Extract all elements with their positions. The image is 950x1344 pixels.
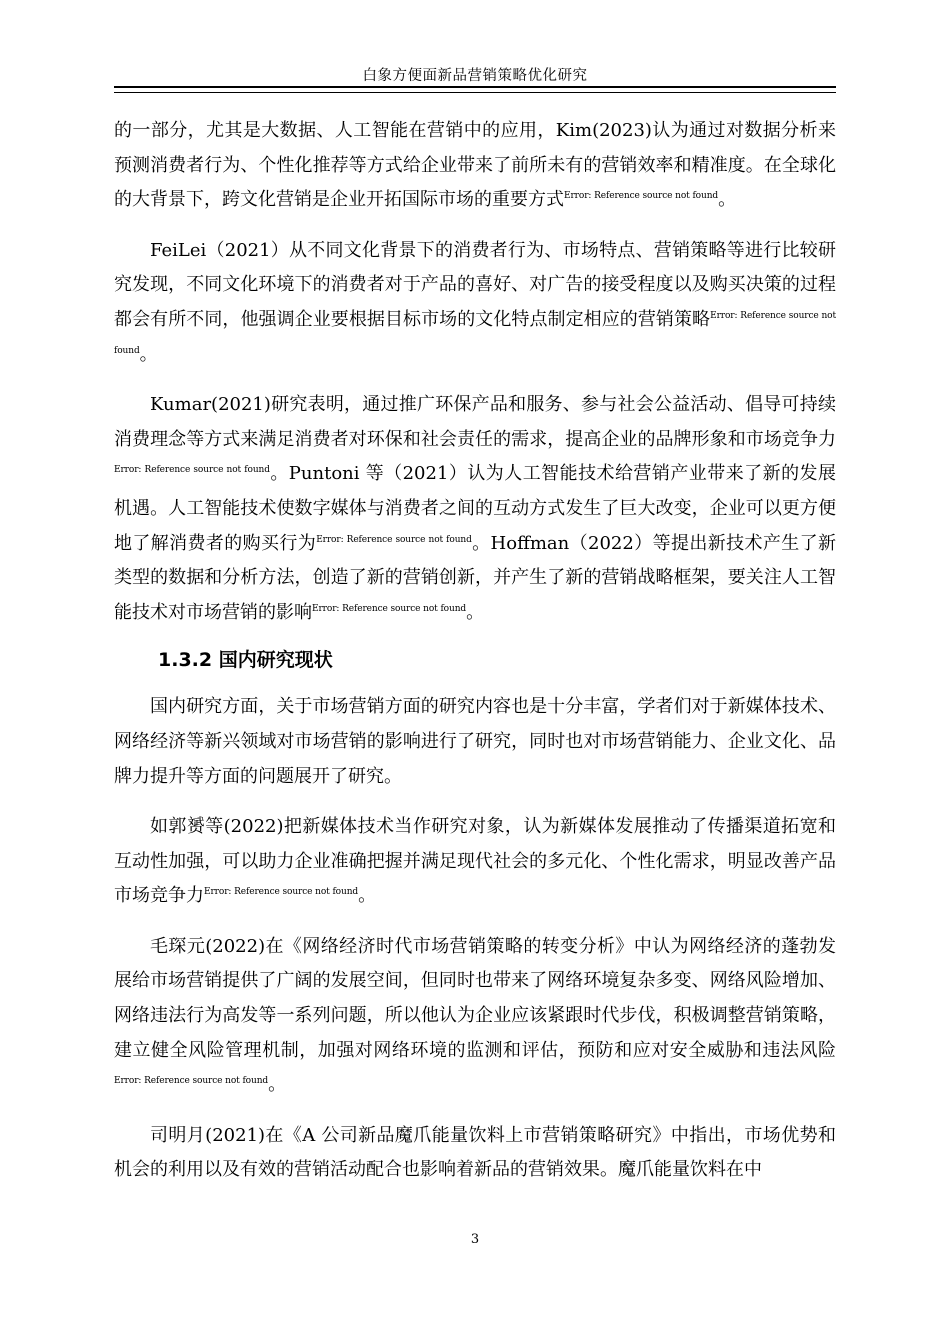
page-body (114, 114, 836, 1188)
paragraph-text: 司明月(2021)在《A 公司新品魔爪能量饮料上市营销策略研究》中指出，市场优势和机会的利用以及有效的营销活动配合也影响着新品的营销效果。魔爪能量饮料在中 (114, 1124, 836, 1181)
paragraph-end: 。 (718, 189, 737, 211)
paragraph-text: 。Hoffman（2022）等提出新技术产生了新类型的数据和分析方法，创造了新的营销创新，并产生了新的营销战略框架，要关注人工智能技术对市场营销的影响 (114, 532, 837, 623)
running-header: 白象方便面新品营销策略优化研究 (362, 68, 588, 84)
paragraph-end: 。 (139, 343, 158, 365)
paragraph-simingyue (114, 1119, 836, 1188)
paragraph-text: Kumar(2021)研究表明，通过推广环保产品和服务、参与社会公益活动、倡导可持续消费理念等方式来满足消费者对环保和社会责任的需求，提高企业的品牌形象和市场竞争力 (114, 394, 836, 450)
header-rule-thin (114, 92, 836, 93)
reference-error: Error: Reference source not found (114, 1076, 269, 1087)
paragraph-kumar (114, 388, 836, 630)
paragraph-text: 。Puntoni 等（2021）认为人工智能技术给营销产业带来了新的发展机遇。人工智能技术使数字媒体与消费者之间的互动方式发生了巨大改变，企业可以更方便地了解消费者的购买行为 (114, 463, 836, 554)
reference-error: Error: Reference source not found (564, 191, 719, 202)
paragraph-text: 国内研究方面，关于市场营销方面的研究内容也是十分丰富，学者们对于新媒体技术、网络经济等新兴领域对市场营销的影响进行了研究，同时也对市场营销能力、企业文化、品牌力提升等方面的问题展开了研究。 (114, 696, 836, 787)
paragraph-domestic (114, 690, 836, 794)
paragraph-text: 毛琛元(2022)在《网络经济时代市场营销策略的转变分析》中认为网络经济的蓬勃发展给市场营销提供了广阔的发展空间，但同时也带来了网络环境复杂多变、网络风险增加、网络违法行为高发等一系列问题，所以他认为企业应该紧跟时代步伐，积极调整营销策略，建立健全风险管理机制，加强对网络环境的监测和评估，预防和应对安全威胁和违法风险 (114, 935, 836, 1061)
paragraph-text: 的一部分，尤其是大数据、人工智能在营销中的应用，Kim(2023)认为通过对数据分析来预测消费者行为、个性化推荐等方式给企业带来了前所未有的营销效率和精准度。在全球化的大背景下，跨文化营销是企业开拓国际市场的重要方式 (114, 120, 836, 211)
paragraph-feilei (114, 234, 836, 372)
paragraph-text: FeiLei（2021）从不同文化背景下的消费者行为、市场特点、营销策略等进行比较研究发现，不同文化环境下的消费者对于产品的喜好、对广告的接受程度以及购买决策的过程都会有所不同，他强调企业要根据目标市场的文化特点制定相应的营销策略 (114, 239, 836, 330)
reference-error: Error: Reference source not found (312, 603, 467, 614)
reference-error: Error: Reference source not found (316, 534, 472, 545)
reference-error: Error: Reference source not found (204, 887, 359, 898)
reference-error: Error: Reference source not found (114, 310, 836, 356)
paragraph-end: 。 (358, 885, 377, 907)
paragraph-continued (114, 114, 836, 218)
paragraph-end: 。 (466, 601, 485, 623)
paragraph-end: 。 (268, 1074, 287, 1096)
page-number: 3 (470, 1232, 480, 1247)
paragraph-guoyun (114, 810, 836, 914)
paragraph-text: 如郭赟等(2022)把新媒体技术当作研究对象，认为新媒体发展推动了传播渠道拓宽和互动性加强，可以助力企业准确把握并满足现代社会的多元化、个性化需求，明显改善产品市场竞争力 (114, 816, 836, 907)
paragraph-maochenyuan (114, 930, 836, 1103)
reference-error: Error: Reference source not found (114, 465, 270, 476)
header-rule-thick (114, 86, 836, 88)
section-heading: 1.3.2 国内研究现状 (158, 649, 333, 672)
